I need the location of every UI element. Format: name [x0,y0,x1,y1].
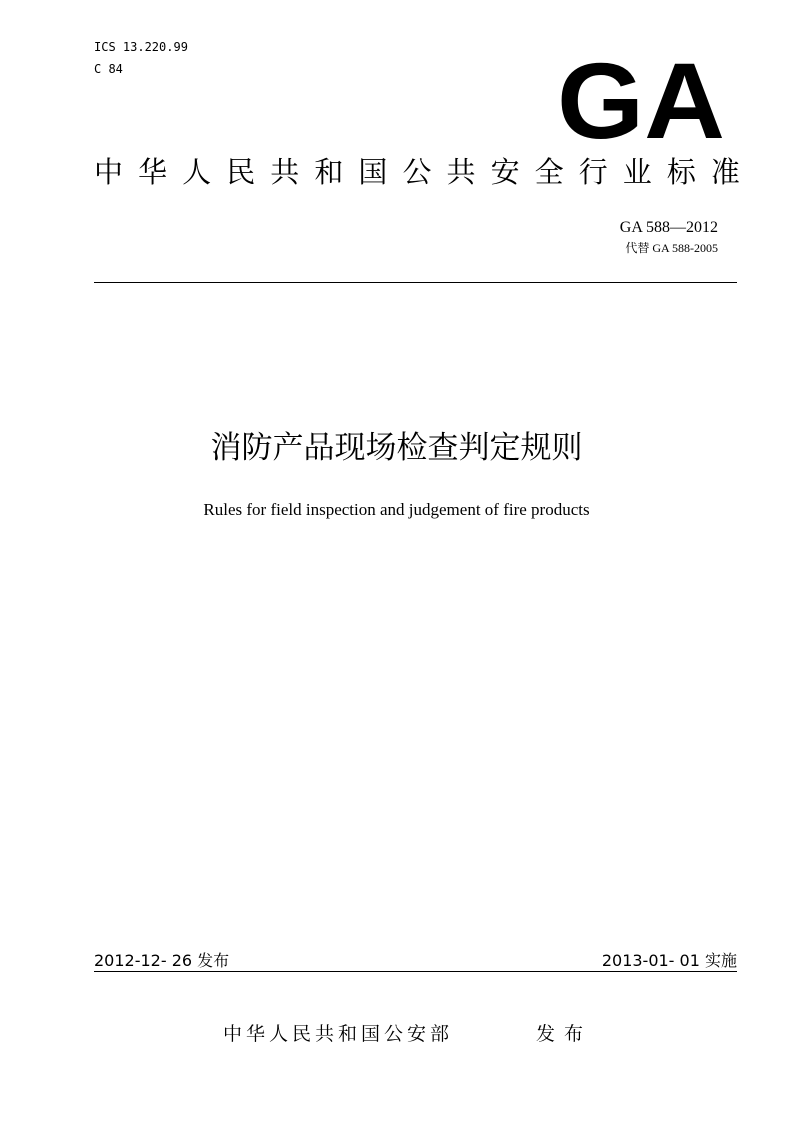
organization-title-char: 标 [666,155,696,189]
organization-title-char: 国 [358,155,388,189]
replaces-standard: 代替 GA 588-2005 [625,241,718,255]
organization-title [94,152,740,192]
standard-code: GA 588—2012 [619,219,718,236]
implementation-date: 2013-01- 01 实施 [601,951,737,970]
organization-title-char: 人 [182,155,212,189]
organization-title-char: 华 [138,155,168,189]
organization-title-char: 共 [446,155,476,189]
organization-title-char: 行 [578,155,608,189]
ccs-code: C 84 [94,62,123,76]
organization-title-char: 安 [490,155,520,189]
organization-title-char: 公 [402,155,432,189]
header-divider [94,282,737,283]
ga-logo [555,60,727,142]
organization-title-char: 民 [226,155,256,189]
document-title-english: Rules for field inspection and judgement of fire products [203,500,590,519]
organization-title-char: 全 [534,155,564,189]
organization-title-char: 中 [94,155,124,189]
organization-title-char: 共 [270,155,300,189]
issuing-authority: 中华人民共和国公安部 [223,1023,454,1045]
issue-date: 2012-12- 26 发布 [94,951,230,970]
issue-label: 发布 [536,1023,593,1045]
logo-text: GA [557,60,725,142]
footer-divider [94,971,737,972]
document-title-chinese: 消防产品现场检查判定规则 [210,430,583,466]
organization-title-char: 准 [710,155,740,189]
ics-code: ICS 13.220.99 [94,40,188,54]
organization-title-char: 业 [622,155,652,189]
organization-title-char: 和 [314,155,344,189]
